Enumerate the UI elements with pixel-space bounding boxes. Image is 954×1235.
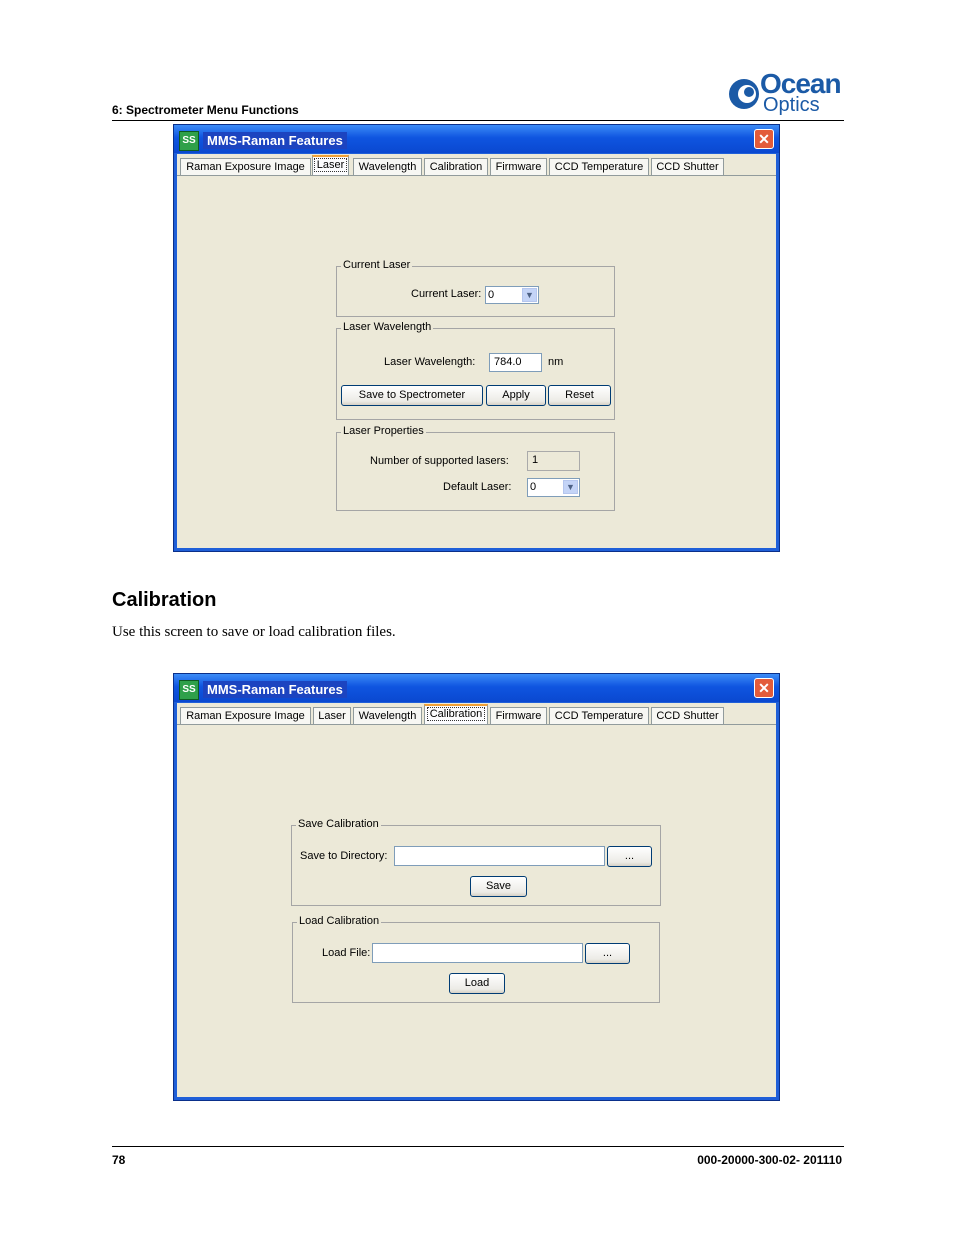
laser-properties-group [336, 425, 615, 511]
calibration-dialog-window [173, 673, 780, 1101]
current-laser-select[interactable]: 0 ▼ [485, 286, 539, 304]
load-file-input[interactable] [372, 943, 583, 963]
load-calibration-group [292, 915, 660, 1003]
window-title: MMS-Raman Features [203, 681, 347, 698]
wavelength-unit: nm [548, 356, 564, 368]
save-button[interactable]: Save [470, 876, 527, 897]
chevron-down-icon[interactable]: ▼ [563, 480, 578, 494]
tab-ccd-shutter[interactable]: CCD Shutter [651, 158, 724, 176]
header-rule [112, 120, 844, 121]
document-id: 000-20000-300-02- 201110 [697, 1153, 842, 1167]
tab-firmware[interactable]: Firmware [490, 158, 547, 176]
window-title: MMS-Raman Features [203, 132, 347, 149]
tab-laser[interactable]: Laser [312, 155, 349, 176]
save-directory-input[interactable] [394, 846, 605, 866]
save-calibration-legend: Save Calibration [298, 818, 379, 830]
tab-wavelength[interactable]: Wavelength [353, 707, 422, 725]
load-file-label: Load File: [322, 947, 371, 959]
dialog-client [177, 154, 776, 548]
footer-rule [112, 1146, 844, 1147]
running-header: 6: Spectrometer Menu Functions [112, 103, 299, 117]
load-button[interactable]: Load [449, 973, 505, 994]
tab-ccd-temperature[interactable]: CCD Temperature [549, 707, 649, 725]
supported-lasers-label: Number of supported lasers: [370, 455, 509, 467]
tab-ccd-shutter[interactable]: CCD Shutter [651, 707, 724, 725]
dialog-client [177, 703, 776, 1097]
default-laser-label: Default Laser: [443, 481, 512, 493]
section-body-text: Use this screen to save or load calibration files. [112, 624, 396, 640]
apply-button[interactable]: Apply [486, 385, 546, 406]
page-number: 78 [112, 1153, 126, 1167]
current-laser-legend: Current Laser [343, 259, 411, 271]
close-button[interactable]: ✕ [754, 129, 774, 149]
tab-calibration[interactable]: Calibration [424, 704, 488, 725]
browse-directory-button[interactable]: ... [607, 846, 652, 867]
calibration-tab-pane [177, 724, 776, 1097]
reset-button[interactable]: Reset [548, 385, 611, 406]
laser-wavelength-input[interactable]: 784.0 [489, 353, 542, 372]
load-calibration-legend: Load Calibration [299, 915, 380, 927]
tab-laser[interactable]: Laser [313, 707, 351, 725]
title-bar[interactable] [174, 674, 779, 702]
save-to-spectrometer-button[interactable]: Save to Spectrometer [341, 385, 483, 406]
tab-wavelength[interactable]: Wavelength [353, 158, 422, 176]
laser-tab-pane [177, 175, 776, 548]
chevron-down-icon[interactable]: ▼ [522, 288, 537, 302]
logo-text-line1: Ocean [760, 68, 841, 99]
tab-ccd-temperature[interactable]: CCD Temperature [549, 158, 649, 176]
title-bar[interactable] [174, 125, 779, 153]
app-icon: SS [179, 131, 199, 151]
default-laser-select[interactable]: 0 ▼ [527, 478, 580, 497]
save-directory-label: Save to Directory: [300, 850, 388, 862]
laser-wavelength-group [336, 321, 615, 420]
laser-wavelength-legend: Laser Wavelength [343, 321, 432, 333]
laser-properties-legend: Laser Properties [343, 425, 424, 437]
section-heading: Calibration [112, 589, 217, 611]
tab-firmware[interactable]: Firmware [490, 707, 547, 725]
current-laser-group [336, 259, 615, 317]
tab-raman-exposure-image[interactable]: Raman Exposure Image [180, 158, 311, 176]
logo-text-line2: Optics [763, 94, 820, 116]
ocean-optics-logo [727, 70, 845, 118]
tab-calibration[interactable]: Calibration [424, 158, 488, 176]
laser-dialog-window [173, 124, 780, 552]
logo-swirl-icon [727, 72, 761, 116]
laser-wavelength-label: Laser Wavelength: [384, 356, 476, 368]
tab-raman-exposure-image[interactable]: Raman Exposure Image [180, 707, 311, 725]
save-calibration-group [291, 818, 661, 906]
current-laser-label: Current Laser: [411, 288, 482, 300]
close-button[interactable]: ✕ [754, 678, 774, 698]
supported-lasers-value: 1 [527, 451, 580, 471]
browse-file-button[interactable]: ... [585, 943, 630, 964]
app-icon: SS [179, 680, 199, 700]
